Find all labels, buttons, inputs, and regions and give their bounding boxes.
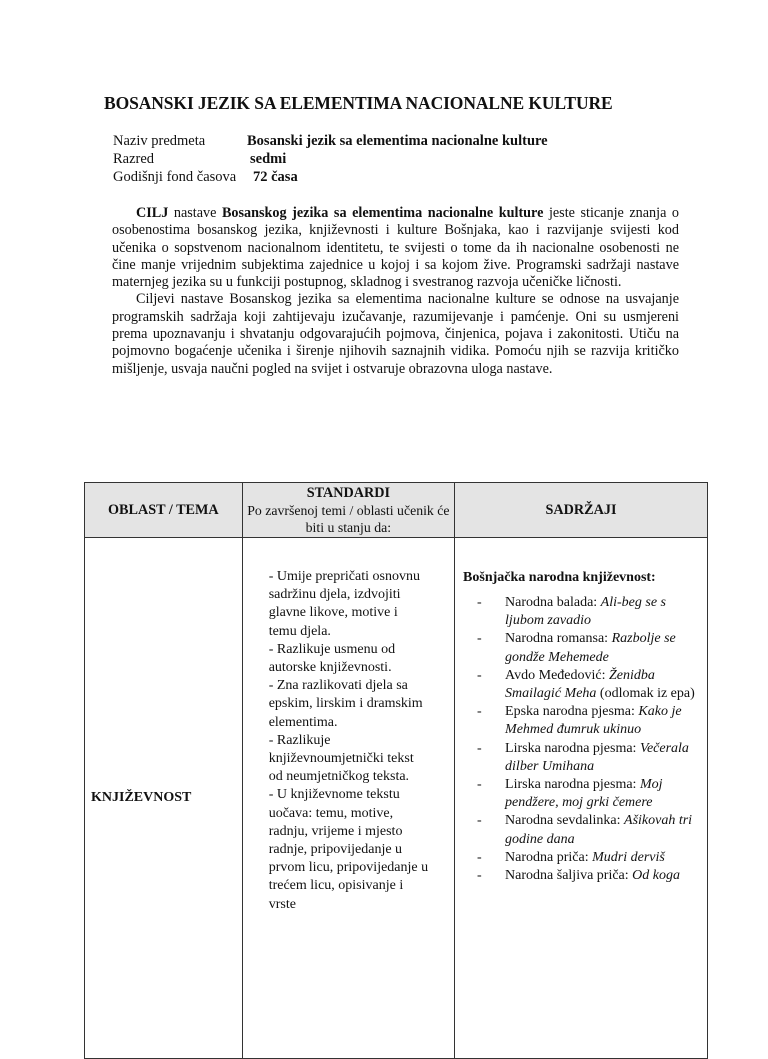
standard-item: - U književnome tekstu uočava: temu, motive, radnju, vrijeme i mjesto radnje, pripovijedanje u prvom licu, pripovijedanje u trećem licu, opisivanje i vrste (268, 787, 429, 912)
content-item: - Narodna priča: Mudri derviš (505, 849, 705, 867)
header-standards-sub: Po završenoj temi / oblasti učenik će biti u stanju da: (247, 502, 450, 535)
content-item: - Avdo Međedović: Ženidba Smailagić Meha (odlomak iz epa) (505, 667, 705, 703)
area-cell: KNJIŽEVNOST (85, 538, 243, 1059)
content-item: - Lirska narodna pjesma: Večerala dilber Umihana (505, 740, 705, 776)
intro-text-rest: jeste sticanje znanja o osobenostima bosanskog jezika, književnosti i kulture Bošnjaka, kao i razvijanje svijesti kod učenika o sopstvenom nacionalnom identitetu, te svijesti o tome da ih nacionalne osobenosti ne čine manje vrijednim subjektima zajednice u kojoj i sa kojom žive. Programski sadržaji nastave maternjeg jezika su u funkciji postupnog, skladnog i svestranog razvoja učeničke ličnosti. (112, 205, 680, 291)
intro-text-a: nastave (168, 205, 222, 221)
standards-list (269, 568, 429, 914)
content-item: - Narodna romansa: Razbolje se gondže Mehemede (505, 630, 705, 666)
content-item: - Narodna balada: Ali-beg se s ljubom zavadio (505, 594, 705, 630)
table-row (85, 538, 708, 1059)
meta-label: Godišnji fond časova (113, 169, 237, 185)
contents-heading: Bošnjačka narodna književnost: (463, 570, 656, 585)
standards-table (84, 482, 708, 1059)
intro-paragraph (112, 205, 679, 291)
content-item: - Epska narodna pjesma: Kako je Mehmed đumruk ukinuo (505, 703, 705, 739)
header-area: OBLAST / TEMA (85, 483, 243, 538)
standard-item: - Razlikuje usmenu od autorske književnosti. (268, 641, 396, 676)
standards-cell (242, 538, 454, 1059)
meta-value: sedmi (250, 151, 287, 167)
content-item: - Narodna sevdalinka: Ašikovah tri godine dana (505, 812, 705, 848)
meta-value: 72 časa (253, 169, 298, 185)
page-title: BOSANSKI JEZIK SA ELEMENTIMA NACIONALNE KULTURE (104, 93, 613, 113)
meta-value: Bosanski jezik sa elementima nacionalne kulture (247, 133, 548, 149)
content-item: - Narodna šaljiva priča: Od koga (505, 867, 705, 885)
header-standards-title: STANDARDI (306, 484, 391, 501)
intro-subject: Bosanskog jezika sa elementima nacionalne kulture (221, 205, 544, 221)
intro-lead: CILJ (136, 205, 169, 221)
standard-item: - Umije prepričati osnovnu sadržinu djela, izdvojiti glavne likove, motive i temu djela. (268, 569, 420, 639)
content-item: - Lirska narodna pjesma: Moj pendžere, moj grki čemere (505, 776, 705, 812)
intro-paragraph: Ciljevi nastave Bosanskog jezika sa elementima nacionalne kulture se odnose na usvajanje programskih sadržaja koji zahtijevaju izučavanje, razumijevanje i pamćenje. Oni su usmjereni prema upoznavanju i shvatanju odgovarajućih pojmova, činjenica, pojava i zakonitosti. Utiču na pojmovno bogaćenje učenika i širenje njihovih saznajnih vidika. Pomoću njih se razvija kritičko mišljenje, usvaja naučni pogled na svijet i ostvaruje obrazovna uloga nastave. (112, 291, 679, 377)
meta-label: Razred (113, 151, 155, 167)
contents-list (455, 594, 705, 885)
header-standards (242, 483, 454, 538)
standard-item: - Zna razlikovati djela sa epskim, lirskim i dramskim elementima. (268, 678, 423, 730)
table-header-row (85, 483, 708, 538)
standard-item: - Razlikuje književnoumjetnički tekst od neumjetničkog teksta. (268, 732, 414, 785)
meta-label: Naziv predmeta (113, 133, 206, 149)
contents-cell (455, 538, 708, 1059)
intro-text (112, 205, 679, 378)
header-contents: SADRŽAJI (455, 483, 708, 538)
